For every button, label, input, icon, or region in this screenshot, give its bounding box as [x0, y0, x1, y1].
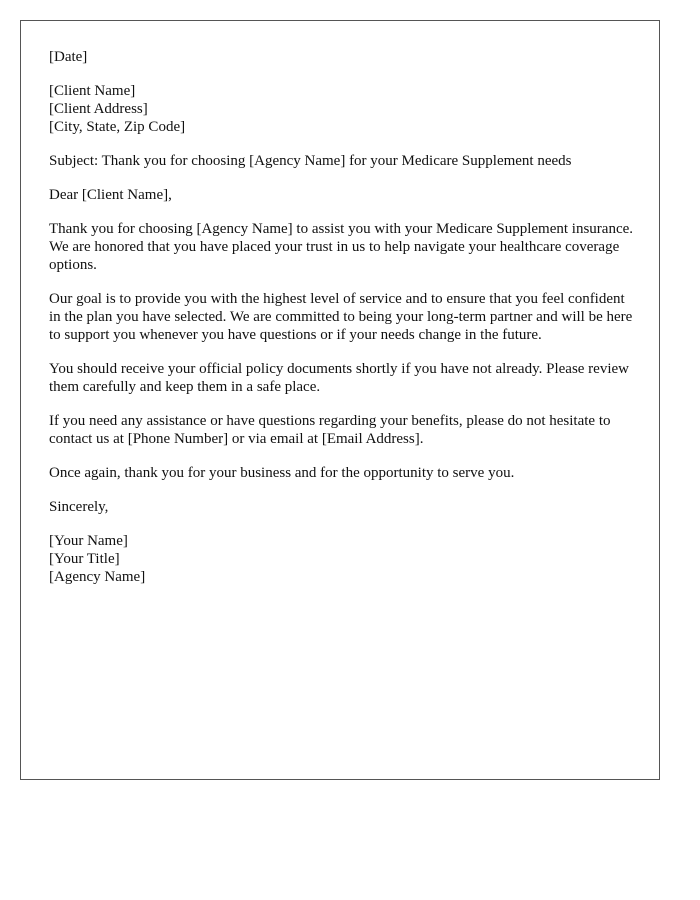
letter-paragraph-3: You should receive your official policy documents shortly if you have not already. Please review them carefully and keep them in a safe place. — [49, 361, 629, 395]
signer-title: [Your Title] — [49, 551, 120, 567]
recipient-city-state-zip: [City, State, Zip Code] — [49, 119, 186, 135]
recipient-address: [Client Address] — [49, 101, 148, 117]
date-block — [49, 48, 639, 66]
letter-page — [20, 20, 660, 780]
letter-closing: Sincerely, — [49, 499, 109, 515]
recipient-name: [Client Name] — [49, 83, 136, 99]
recipient-address-block — [49, 82, 639, 136]
letter-salutation: Dear [Client Name], — [49, 187, 172, 203]
letter-body — [49, 48, 639, 602]
letter-paragraph-4: If you need any assistance or have questions regarding your benefits, please do not hesitate to contact us at [Phone Number] or via email at [Email Address]. — [49, 413, 611, 447]
signer-agency: [Agency Name] — [49, 569, 146, 585]
letter-paragraph-1: Thank you for choosing [Agency Name] to assist you with your Medicare Supplement insurance. We are honored that you have placed your trust in us to help navigate your healthcare coverage options. — [49, 221, 634, 273]
letter-subject: Subject: Thank you for choosing [Agency Name] for your Medicare Supplement needs — [49, 153, 572, 169]
letter-date: [Date] — [49, 49, 88, 65]
letter-paragraph-5: Once again, thank you for your business and for the opportunity to serve you. — [49, 465, 515, 481]
signer-name: [Your Name] — [49, 533, 128, 549]
signature-block — [49, 532, 639, 586]
letter-paragraph-2: Our goal is to provide you with the highest level of service and to ensure that you feel confident in the plan you have selected. We are committed to being your long-term partner and will be here to support you whenever you have questions or if your needs change in the future. — [49, 291, 633, 343]
